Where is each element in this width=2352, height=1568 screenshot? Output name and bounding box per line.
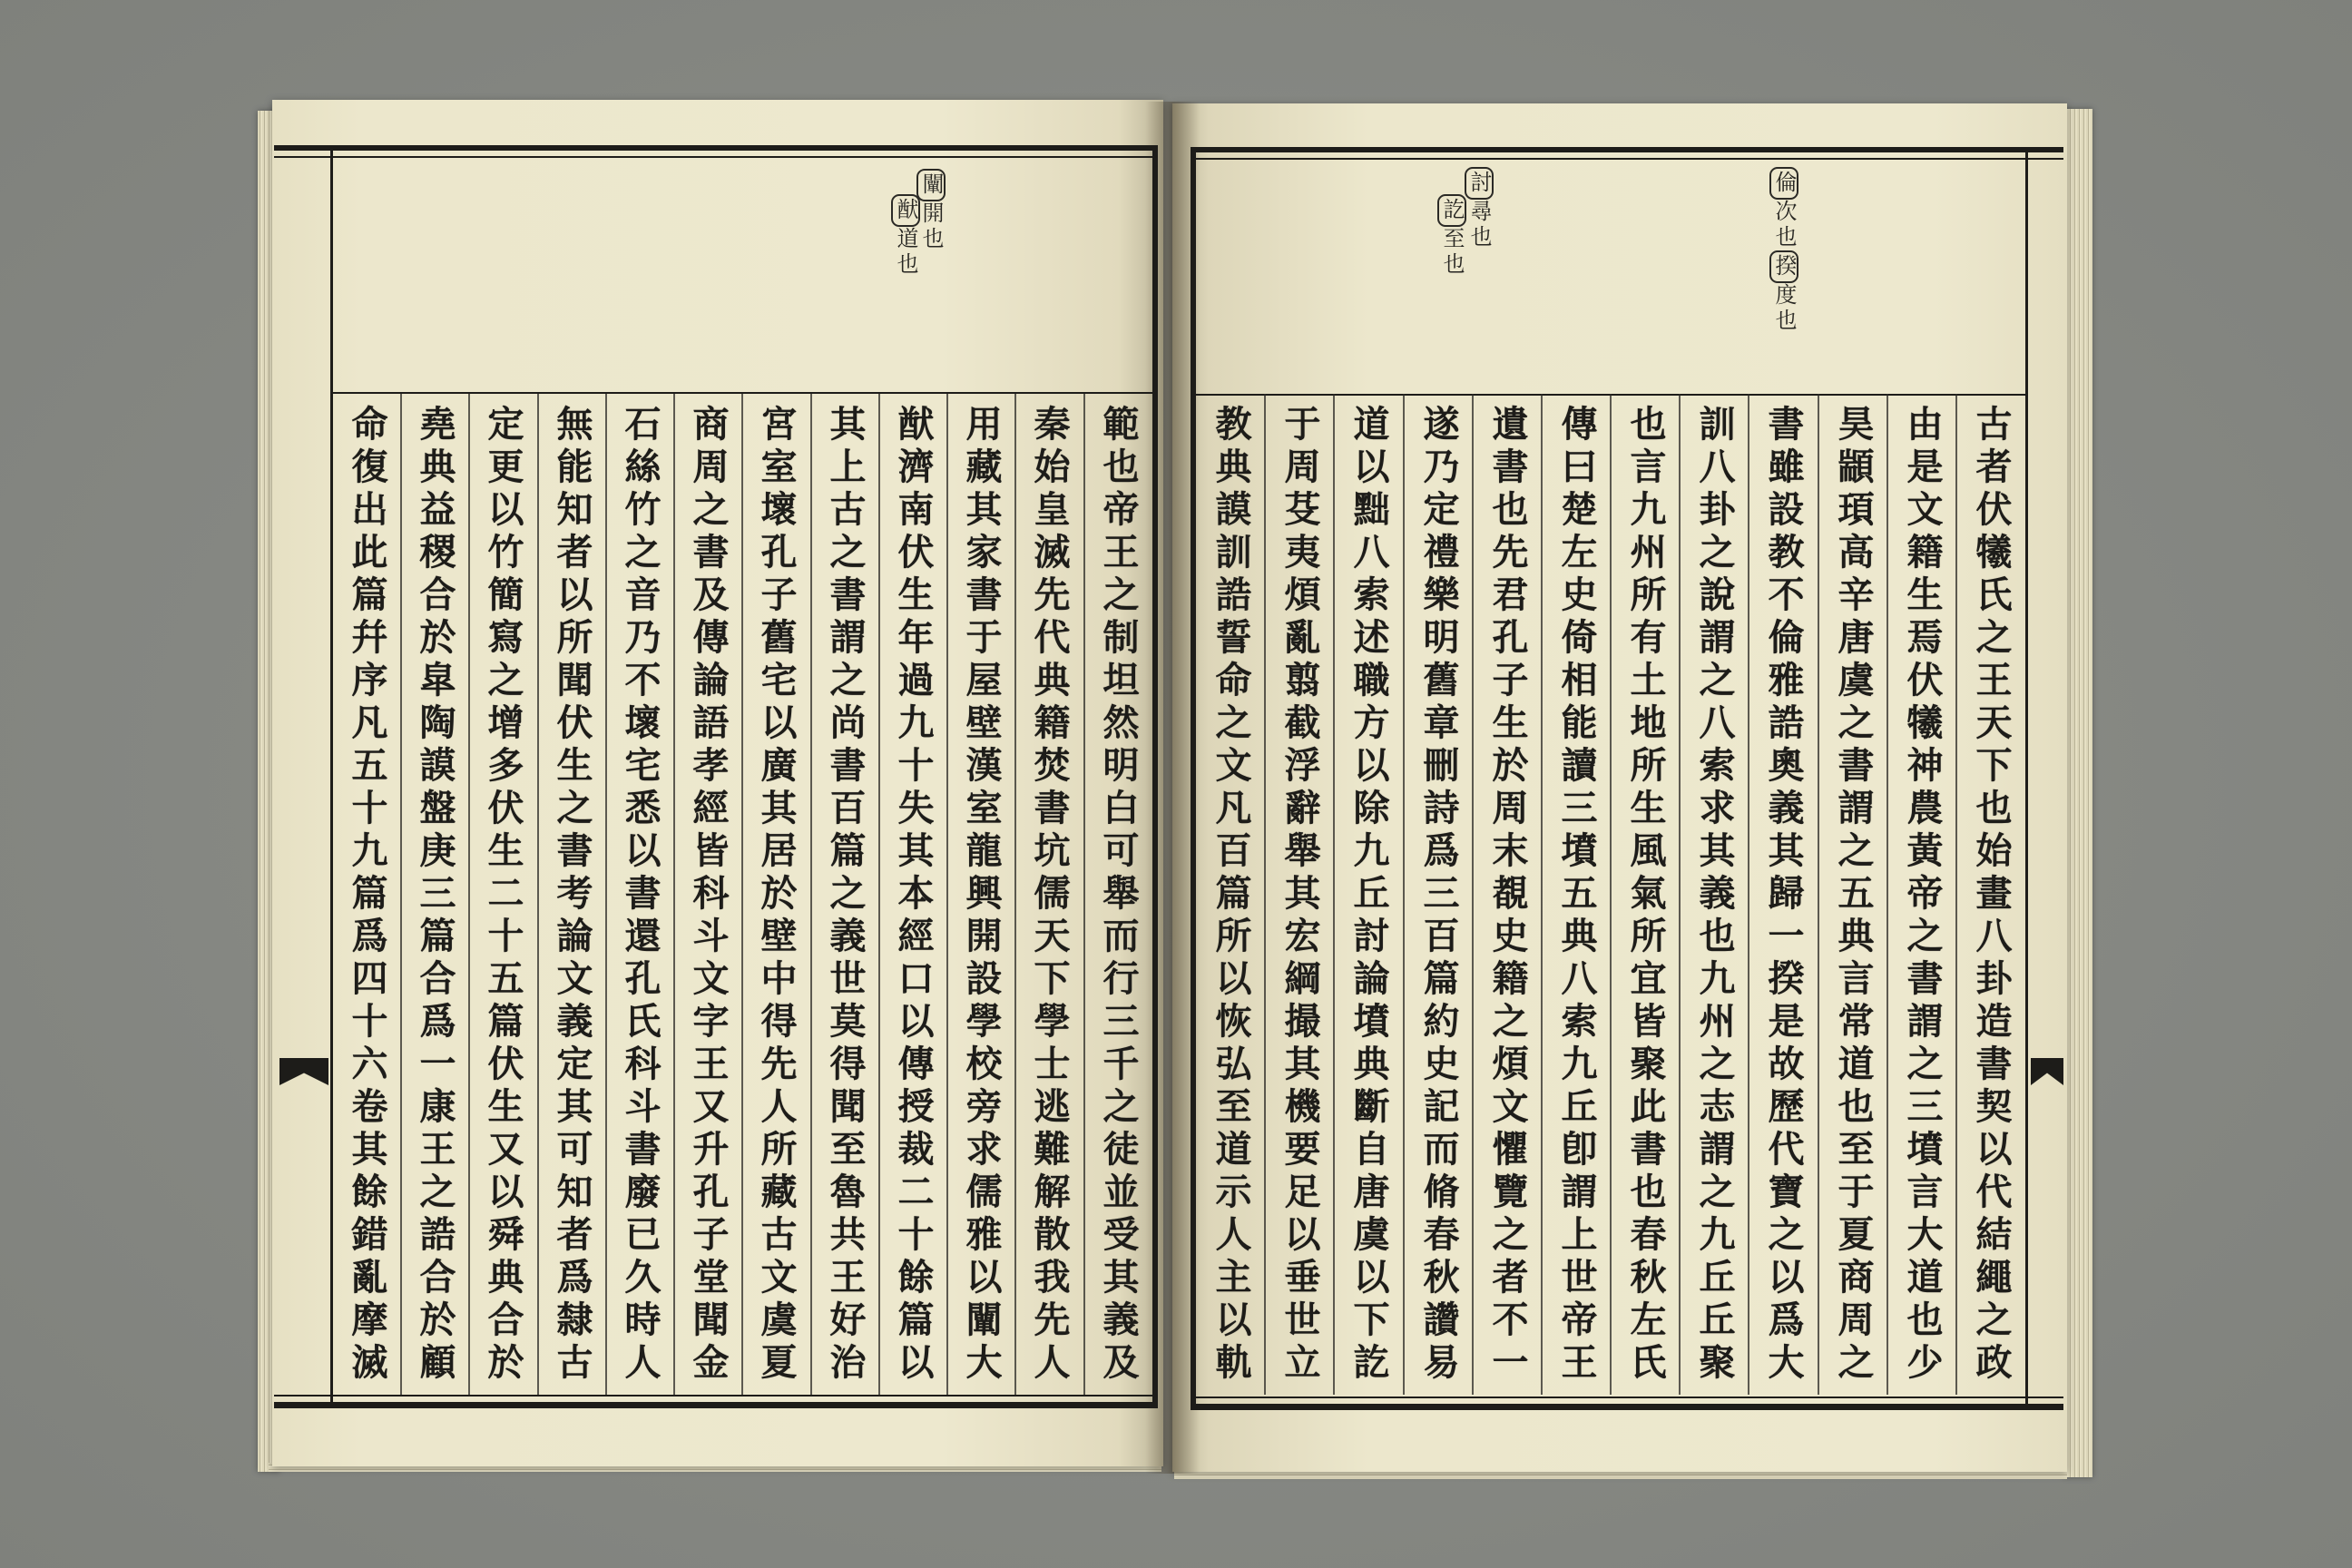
text-column: 堯典益稷合於皐陶謨盤庚三篇合爲一康王之誥合於顧 xyxy=(414,405,456,1386)
headnote xyxy=(1773,167,1798,334)
text-column: 傳曰楚左史倚相能讀三墳五典八索九丘卽謂上世帝王 xyxy=(1555,405,1598,1386)
headnote-gloss: 度也 xyxy=(1771,283,1797,334)
text-column: 其上古之書謂之尚書百篇之義世莫得聞至魯共王好治 xyxy=(824,405,867,1386)
text-column: 無能知者以所聞伏生之書考論文義定其可知者爲隸古 xyxy=(551,405,593,1386)
right-frame-top-thick xyxy=(1191,147,2063,152)
headnote-gloss: 尋也 xyxy=(1466,200,1492,250)
left-frame-top-thin xyxy=(274,156,1158,158)
text-column: 遂乃定禮樂明舊章刪詩爲三百篇約史記而脩春秋讚易 xyxy=(1417,405,1460,1386)
headnote-term: 討 xyxy=(1465,167,1494,200)
headnote-gloss: 次也 xyxy=(1771,200,1797,250)
headnote xyxy=(920,169,946,252)
headnote-term: 倫 xyxy=(1769,167,1798,200)
headnote xyxy=(1441,194,1466,278)
text-column: 定更以竹簡寫之增多伏生二十五篇伏生又以舜典合於 xyxy=(482,405,524,1386)
left-frame-bottom-thin xyxy=(274,1395,1158,1396)
text-column: 範也帝王之制坦然明白可舉而行三千之徒並受其義及 xyxy=(1097,405,1140,1386)
text-column: 古者伏犧氏之王天下也始畫八卦造書契以代結繩之政 xyxy=(1970,405,2013,1386)
right-headnote-rule xyxy=(1196,394,2028,396)
text-column: 商周之書及傳論語孝經皆科斗文字王又升孔子堂聞金 xyxy=(687,405,730,1386)
text-column: 遺書也先君孔子生於周末覩史籍之煩文懼覽之者不一 xyxy=(1486,405,1529,1386)
right-frame-bottom-thick xyxy=(1191,1404,2063,1410)
headnote xyxy=(895,194,920,278)
text-column: 道以黜八索述職方以除九丘討論墳典斷自唐虞以下訖 xyxy=(1348,405,1390,1386)
text-column: 由是文籍生焉伏犧神農黃帝之書謂之三墳言大道也少 xyxy=(1901,405,1944,1386)
text-column: 石絲竹之音乃不壞宅悉以書還孔氏科斗書廢已久時人 xyxy=(619,405,662,1386)
text-column: 書雖設教不倫雅誥奧義其歸一揆是故歷代寶之以爲大 xyxy=(1762,405,1805,1386)
right-frame-bottom-thin xyxy=(1191,1396,2063,1398)
text-column: 宮室壞孔子舊宅以廣其居於壁中得先人所藏古文虞夏 xyxy=(755,405,798,1386)
text-column: 也言九州所有土地所生風氣所宜皆聚此書也春秋左氏 xyxy=(1624,405,1667,1386)
left-frame-top-thick xyxy=(274,145,1158,151)
headnote-gloss: 道也 xyxy=(893,227,918,278)
right-centerfold-rule xyxy=(2025,147,2028,1410)
text-column: 猷濟南伏生年過九十失其本經口以傳授裁二十餘篇以 xyxy=(892,405,935,1386)
headnote xyxy=(1468,167,1494,250)
text-column: 昊顓頊高辛唐虞之書謂之五典言常道也至于夏商周之 xyxy=(1832,405,1875,1386)
text-column: 于周芟夷煩亂翦截浮辭舉其宏綱撮其機要足以垂世立 xyxy=(1279,405,1321,1386)
headnote-term: 揆 xyxy=(1769,250,1798,283)
headnote-term: 闡 xyxy=(916,169,946,201)
headnote-gloss: 至也 xyxy=(1439,227,1465,278)
left-frame-right-border xyxy=(1152,145,1158,1408)
right-page-stack-edge xyxy=(2063,109,2092,1477)
text-column: 用藏其家書于屋壁漢室龍興開設學校旁求儒雅以闡大 xyxy=(960,405,1003,1386)
headnote-term: 猷 xyxy=(891,194,920,227)
text-column: 命復出此篇幷序凡五十九篇爲四十六卷其餘錯亂摩滅 xyxy=(346,405,388,1386)
text-column: 教典謨訓誥誓命之文凡百篇所以恢弘至道示人主以軌 xyxy=(1210,405,1252,1386)
headnote-term: 訖 xyxy=(1437,194,1466,227)
right-frame-top-thin xyxy=(1191,158,2063,160)
text-column: 秦始皇滅先代典籍焚書坑儒天下學士逃難解散我先人 xyxy=(1028,405,1071,1386)
text-column: 訓八卦之說謂之八索求其義也九州之志謂之九丘丘聚 xyxy=(1693,405,1736,1386)
left-frame-bottom-thick xyxy=(274,1402,1158,1408)
headnote-gloss: 開也 xyxy=(918,201,944,252)
